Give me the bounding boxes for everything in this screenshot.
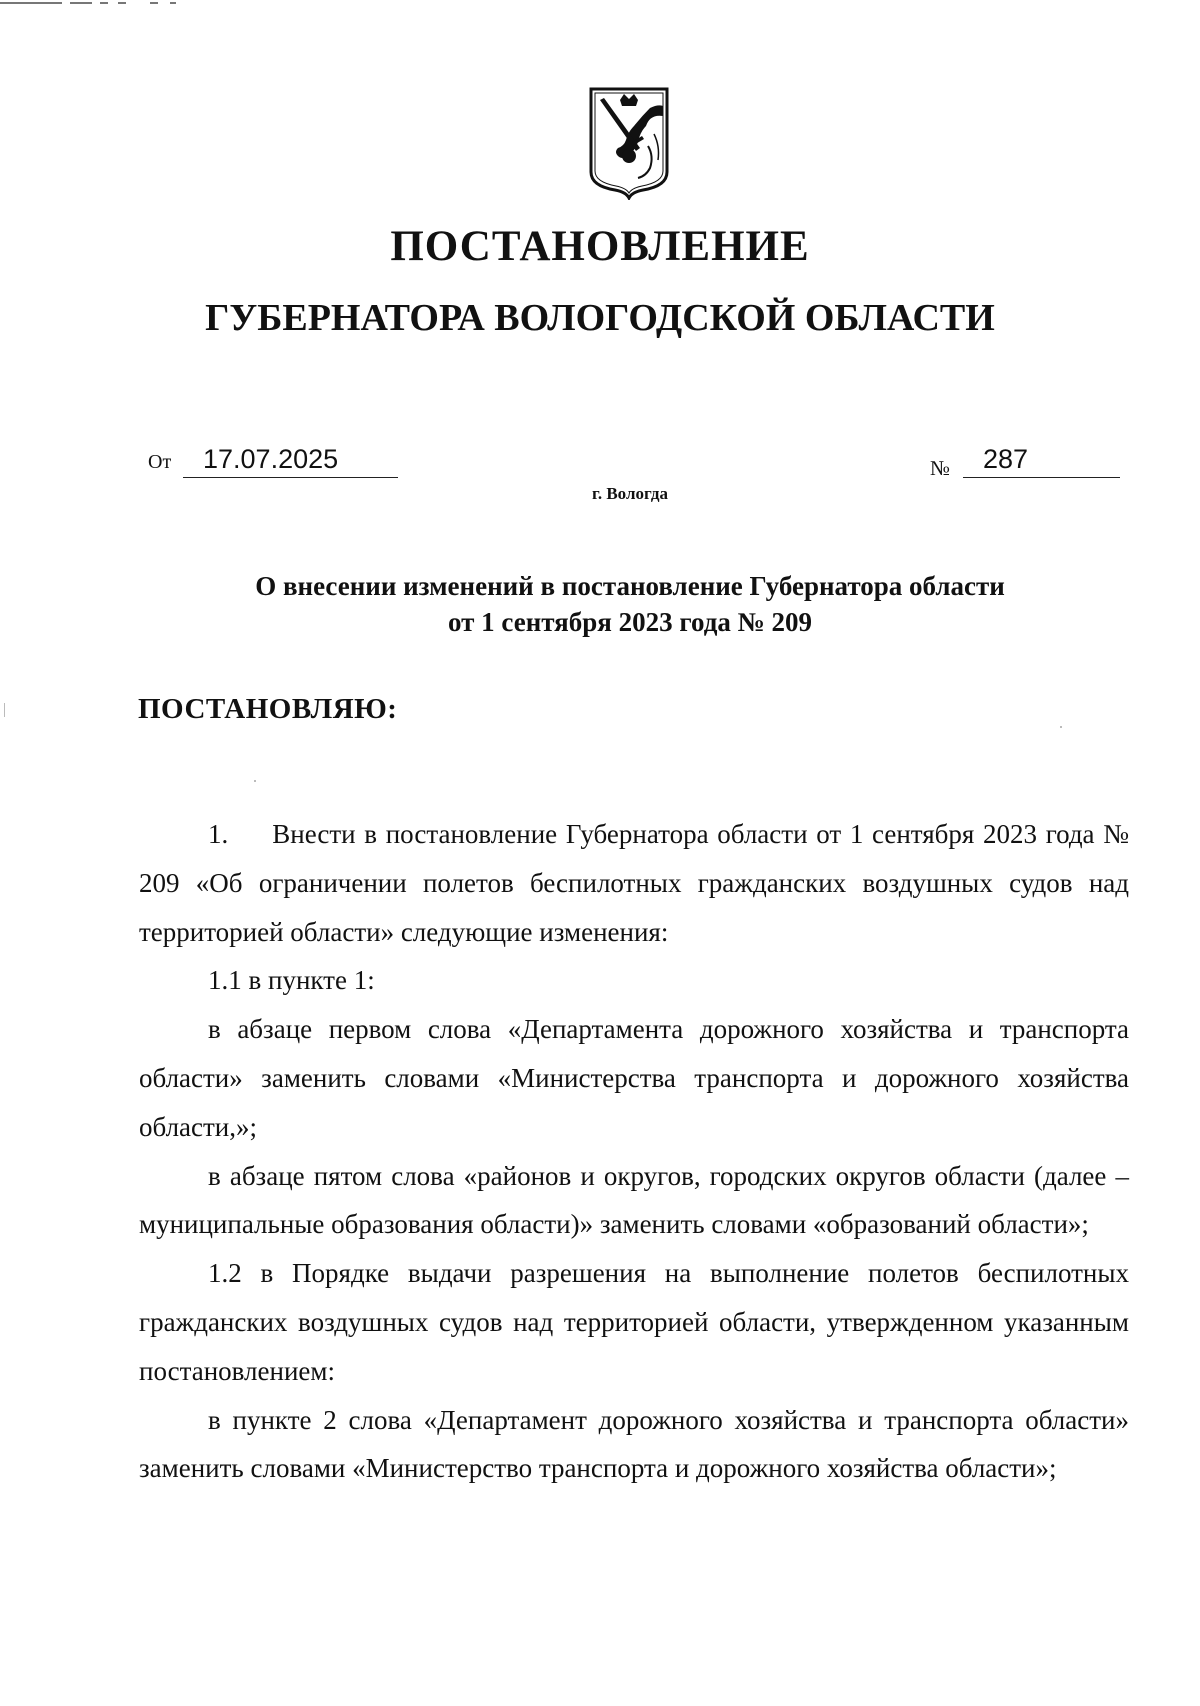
number-underline [963, 477, 1120, 478]
city: г. Вологда [592, 484, 668, 503]
paragraph-1 [139, 810, 1129, 956]
scan-artifact [0, 0, 180, 6]
scan-speck [4, 703, 5, 717]
scan-speck [254, 780, 256, 782]
subject-line-2: от 1 сентября 2023 года № 209 [448, 607, 812, 637]
paragraph-punkt-2: в пункте 2 слова «Департамент дорожного хозяйства и транспорта области» заменить словами «Министерство транспорта и дорожного хозяйства области»; [139, 1404, 1129, 1484]
paragraph-abzac-5: в абзаце пятом слова «районов и округов, городских округов области (далее – муниципальные образования области)» заменить словами «образований области»; [139, 1160, 1129, 1240]
document-title: ПОСТАНОВЛЕНИЕ [390, 223, 810, 270]
paragraph-1-text: Внести в постановление Губернатора области от 1 сентября 2023 года № 209 «Об ограничении полетов беспилотных гражданских воздушных судов над территорией области» следующие изменения: [139, 819, 1129, 947]
date-underline [183, 477, 398, 478]
date-prefix: От [148, 451, 172, 473]
scan-speck [1060, 726, 1062, 728]
paragraph-1-number: 1. [208, 819, 229, 849]
paragraph-abzac-1: в абзаце первом слова «Департамента дорожного хозяйства и транспорта области» заменить словами «Министерства транспорта и дорожного хозяйства области,»; [139, 1014, 1129, 1142]
document-subtitle: ГУБЕРНАТОРА ВОЛОГОДСКОЙ ОБЛАСТИ [205, 297, 995, 339]
subject-line-1: О внесении изменений в постановление Губернатора области [255, 571, 1005, 601]
paragraph-1-2: 1.2 в Порядке выдачи разрешения на выполнение полетов беспилотных гражданских воздушных судов над территорией области, утвержденном указанным постановлением: [139, 1258, 1129, 1386]
number-prefix: № [930, 456, 951, 480]
decree-word: ПОСТАНОВЛЯЮ: [138, 693, 398, 725]
paragraph-1-1: 1.1 в пункте 1: [208, 965, 375, 996]
document-date: 17.07.2025 [203, 444, 339, 474]
subject-heading [0, 568, 1200, 640]
body-text [139, 810, 1129, 1493]
document-number: 287 [983, 444, 1029, 474]
coat-of-arms-icon [588, 86, 670, 200]
